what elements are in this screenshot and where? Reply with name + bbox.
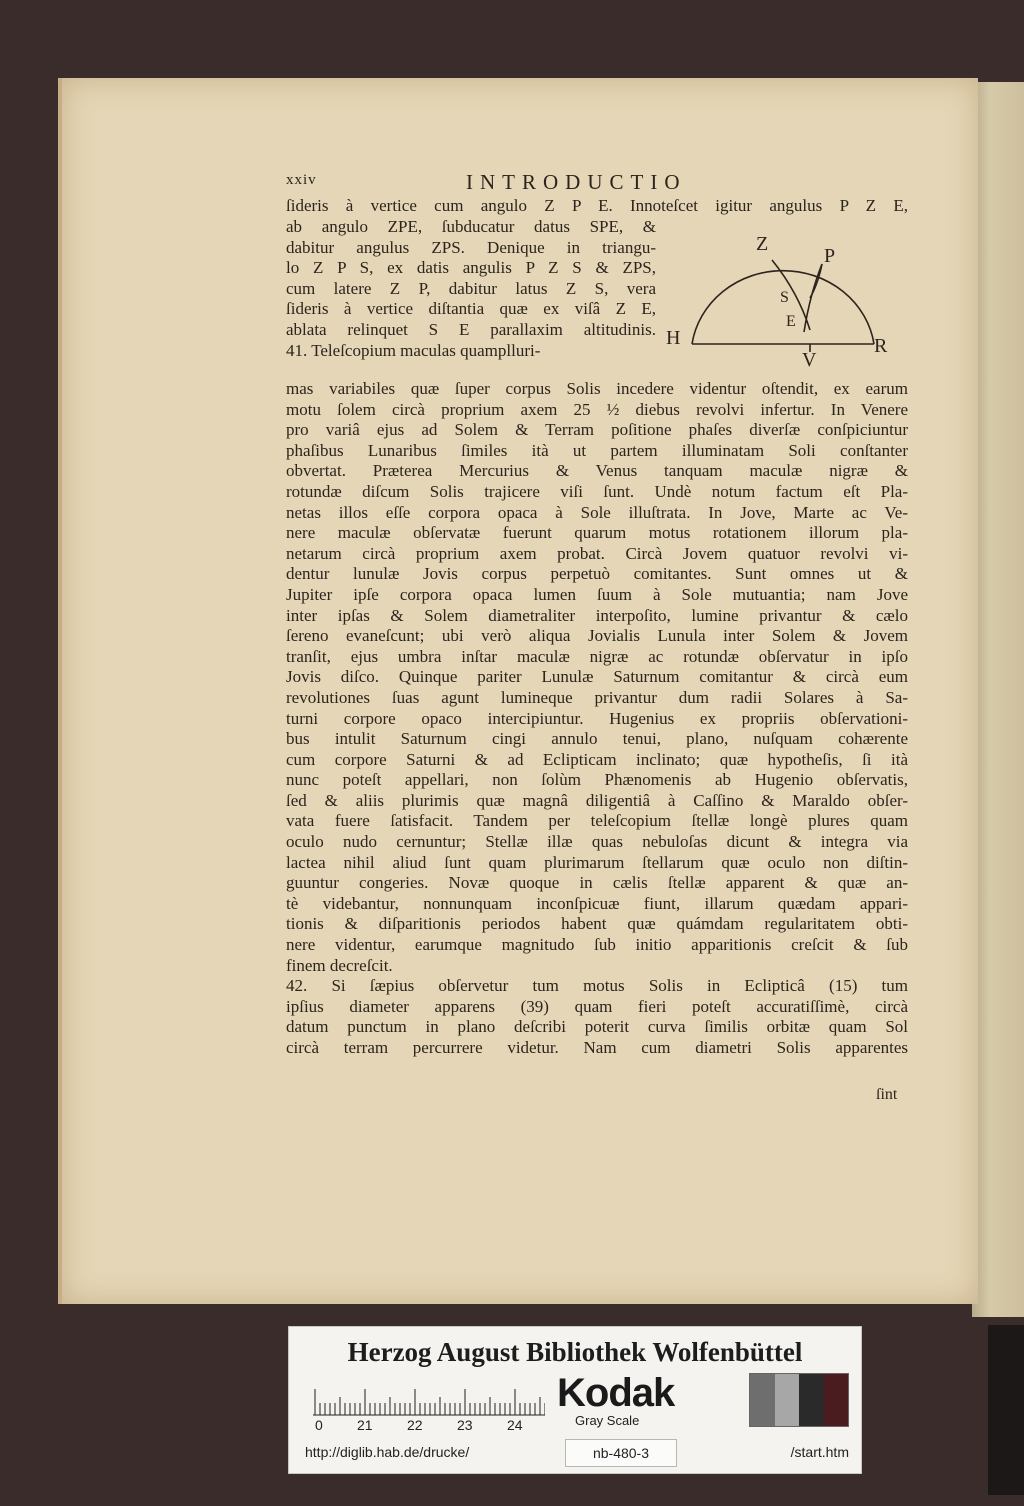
text-line: netarum circà proprium axem probat. Circà Jovem quatuor revolvi vi- bbox=[286, 543, 908, 563]
text-line: phaſibus Lunaribus ſimiles ità ut partem illuminatam Soli conſtanter bbox=[286, 440, 908, 460]
ruler-number: 23 bbox=[457, 1417, 473, 1433]
text-line: finem decreſcit. bbox=[286, 955, 393, 975]
ruler-number: 24 bbox=[507, 1417, 523, 1433]
text-line: Jupiter ipſe corpora opaca lumen ſuum à Sole mutuantia; nam Jove bbox=[286, 584, 908, 604]
text-line: 42. Si ſæpius obſervetur tum motus Solis in Eclipticâ (15) tum bbox=[286, 976, 908, 996]
text-line: guuntur congeries. Novæ quoque in cælis ſtellæ apparent & quæ an- bbox=[286, 873, 908, 893]
gray-scale-label: Gray Scale bbox=[575, 1413, 640, 1428]
text-line: datum punctum in plano deſcribi poterit curva ſimilis orbitæ quam Sol bbox=[286, 1017, 908, 1037]
shelfmark: nb-480-3 bbox=[565, 1439, 677, 1467]
geometry-diagram bbox=[660, 232, 910, 372]
text-line: 41. Teleſcopium maculas quamplluri- bbox=[286, 340, 541, 360]
label-e: E bbox=[786, 313, 796, 330]
text-line: ſereno evaneſcunt; ubi verò aliqua Jovialis Lunula inter Solem & Jovem bbox=[286, 626, 908, 646]
text-line: tè videbantur, nonnunquam inconſpicuæ fiunt, illarum quædam appari- bbox=[286, 893, 908, 913]
text-line: ab angulo ZPE, ſubducatur datus SPE, & bbox=[286, 217, 656, 236]
gray-swatch bbox=[775, 1374, 800, 1426]
text-line: tranſit, ejus umbra inſtar maculæ nigræ ac rotundæ obſervatur in ipſo bbox=[286, 646, 908, 666]
text-line: ablata relinquet S E parallaxim altitudinis. bbox=[286, 319, 656, 339]
library-name: Herzog August Bibliothek Wolfenbüttel bbox=[347, 1337, 803, 1367]
text-line: cum corpore Saturni & ad Eclipticam inclinato; quæ hypotheſis, ſi ità bbox=[286, 749, 908, 769]
text-line: revolutiones ſuas agunt lumineque privantur dum radii Solares à Sa- bbox=[286, 687, 908, 707]
text-line: turni corpore opaco intercipiuntur. Hugenius ex propriis obſervationi- bbox=[286, 708, 908, 728]
text-line: nere maculæ obſervatæ fuerunt quarum motus rotationem illorum pla- bbox=[286, 523, 908, 543]
text-line: vata fuere ſatisfacit. Tandem per teleſcopium ſtellæ longè plures quam bbox=[286, 811, 908, 831]
semicircle-arc bbox=[692, 271, 874, 344]
text-line: ſideris à vertice cum angulo Z P E. Innoteſcet igitur angulus P Z E, bbox=[286, 196, 908, 215]
label-z: Z bbox=[756, 233, 769, 255]
text-block-body bbox=[286, 379, 908, 1059]
ruler-scale bbox=[313, 1375, 545, 1417]
text-line: nere videntur, earumque magnitudo ſub initio apparitionis creſcit & ſub bbox=[286, 935, 908, 955]
text-line: circà terram percurrere videtur. Nam cum diametri Solis apparentes bbox=[286, 1038, 908, 1057]
label-v: V bbox=[802, 349, 817, 371]
gray-swatches bbox=[749, 1373, 849, 1427]
text-line: tionis & diſparitionis periodos habent quæ quámdam regularitatem obti- bbox=[286, 914, 908, 934]
text-line: motu ſolem circà proprium axem 25 ½ diebus revolvi infertur. In Venere bbox=[286, 399, 908, 419]
ruler-number: 0 bbox=[315, 1417, 323, 1433]
text-line: Jovis diſco. Quinque pariter Lunulæ Saturnum comitantur & circà eum bbox=[286, 667, 908, 687]
text-line: nunc poteſt appellari, non ſolùm Phænomenis ab Hugenio obſervatis, bbox=[286, 770, 908, 790]
text-line: bus intulit Saturnum cingi annulo tenui, plano, nuſquam cohærente bbox=[286, 729, 908, 749]
kodak-logo: Kodak bbox=[557, 1371, 675, 1415]
text-line: dentur lunulæ Jovis corpus perpetuò comitantes. Sunt omnes ut & bbox=[286, 564, 908, 584]
label-h: H bbox=[666, 327, 681, 349]
text-line: mas variabiles quæ ſuper corpus Solis incedere videntur oſtendit, ex earum bbox=[286, 379, 908, 398]
gray-swatch bbox=[799, 1374, 824, 1426]
text-line: lactea nihil aliud ſunt quam plurimarum ſtellarum quæ oculo non diſtin- bbox=[286, 852, 908, 872]
text-line: ſed & aliis plurimis quæ magnâ diligentiâ à Caſſino & Maraldo obſer- bbox=[286, 790, 908, 810]
text-line: netas illos eſſe corpora opaca à Sole illuſtrata. In Jove, Marte ac Ve- bbox=[286, 502, 908, 522]
label-p: P bbox=[824, 245, 836, 267]
text-line: obvertat. Præterea Mercurius & Venus tanquam maculæ nigræ & bbox=[286, 461, 908, 481]
text-line: ſideris à vertice diſtantia quæ ex viſâ Z E, bbox=[286, 299, 656, 319]
catchword: ſint bbox=[876, 1086, 898, 1103]
next-page-edge bbox=[972, 82, 1024, 1317]
label-s: S bbox=[780, 289, 789, 306]
text-line: pro variâ ejus ad Solem & Terram poſitione phaſes diverſæ conſpiciuntur bbox=[286, 420, 908, 440]
gray-swatch bbox=[824, 1374, 849, 1426]
text-line: rotundæ diſcum Solis trajicere viſi ſunt. Undè notum factum eſt Pla- bbox=[286, 481, 908, 501]
ruler-number: 22 bbox=[407, 1417, 423, 1433]
gray-swatch bbox=[750, 1374, 775, 1426]
url-right[interactable]: /start.htm bbox=[790, 1444, 849, 1460]
library-card bbox=[288, 1326, 862, 1474]
text-line: ipſius diameter apparens (39) quam fieri poteſt accuratiſſimè, circà bbox=[286, 996, 908, 1016]
ruler-number: 21 bbox=[357, 1417, 373, 1433]
url-left[interactable]: http://diglib.hab.de/drucke/ bbox=[305, 1444, 470, 1460]
running-title: INTRODUCTIO bbox=[466, 170, 687, 194]
text-line-top bbox=[286, 196, 908, 217]
running-header bbox=[286, 170, 746, 194]
text-line: lo Z P S, ex datis angulis P Z S & ZPS, bbox=[286, 258, 656, 278]
text-line: oculo nudo cernuntur; Stellæ illæ quas nebuloſas dicunt & integra via bbox=[286, 832, 908, 852]
text-line: inter ipſas & Solem diametraliter interpoſito, lumine privantur & cælo bbox=[286, 605, 908, 625]
label-r: R bbox=[874, 335, 888, 357]
text-line: dabitur angulus ZPS. Denique in triangu- bbox=[286, 237, 656, 257]
next-page-strip bbox=[988, 1325, 1024, 1495]
page-number: xxiv bbox=[286, 172, 317, 188]
text-line: cum latere Z P, dabitur latus Z S, vera bbox=[286, 278, 656, 298]
